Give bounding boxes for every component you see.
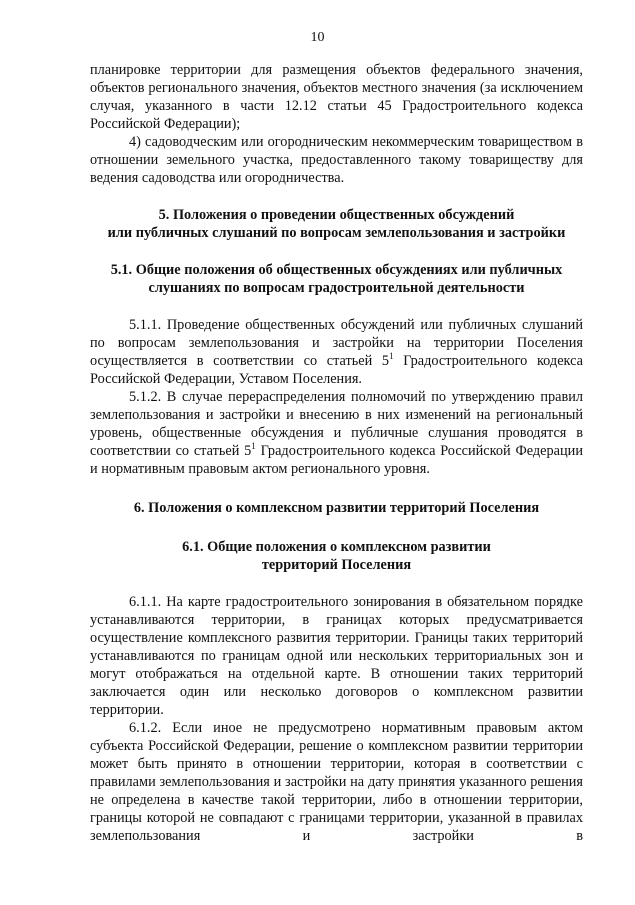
clause-5-1-2-superscript: 1 bbox=[251, 441, 256, 451]
section-5-1-heading bbox=[90, 261, 583, 297]
clause-5-1-2 bbox=[90, 388, 583, 478]
clause-6-1-1: 6.1.1. На карте градостроительного зонирования в обязательном порядке устанавливаются территории, в границах которых предусматривается осуществление комплексного развития территории. Границы таких территорий устанавливаются по границам одной или нескольких территориальных зон и могут отображаться на отдельной карте. В отношении таких территорий заключается один или несколько договоров о комплексном развитии территории. bbox=[90, 594, 583, 718]
section-5-1-heading-line1: 5.1. Общие положения об общественных обсуждениях или публичных bbox=[110, 262, 563, 278]
clause-5-1-2-text-a: 5.1.2. В случае перераспределения полномочий по утверждению правил землепользования и застройки и внесению в них изменений на региональный уровень, общественные обсуждения и публичные слушания проводятся в соответствии со статьей 5 bbox=[90, 389, 583, 459]
clause-5-1-1 bbox=[90, 316, 583, 388]
clause-5-1-2-text-b: Градостроительного кодекса Российской Федерации и нормативным правовым актом регионального уровня. bbox=[90, 443, 583, 477]
section-5-1-heading-line2: слушаниях по вопросам градостроительной деятельности bbox=[148, 280, 525, 296]
clause-5-1-1-text-b: Градостроительного кодекса Российской Федерации, Уставом Поселения. bbox=[90, 353, 583, 387]
section-6-1-heading bbox=[90, 538, 583, 574]
section-5-heading-line2: или публичных слушаний по вопросам землепользования и застройки bbox=[107, 225, 566, 241]
section-6-heading: 6. Положения о комплексном развитии территорий Поселения bbox=[133, 500, 540, 516]
paragraph-continuation: планировке территории для размещения объектов федерального значения, объектов регионального значения, объектов местного значения (за исключением случая, указанного в части 12.12 статьи 45 Градостроительного кодекса Российской Федерации); bbox=[90, 62, 583, 132]
section-6-1-heading-line2: территорий Поселения bbox=[261, 557, 412, 573]
clause-5-1-1-superscript: 1 bbox=[389, 351, 394, 361]
document-body bbox=[90, 61, 583, 845]
page-number: 10 bbox=[310, 30, 325, 45]
section-5-heading bbox=[90, 206, 583, 242]
clause-6-1-2: 6.1.2. Если иное не предусмотрено нормативным правовым актом субъекта Российской Федерации, решение о комплексном развитии территории может быть принято в отношении территории, которая в соответствии с правилами землепользования и застройки на дату принятия указанного решения не определена в качестве такой территории, либо в отношении территории, границы которой не совпадают с границами территории, указанной в правилах землепользования и застройки в bbox=[90, 720, 583, 844]
section-6-1-heading-line1: 6.1. Общие положения о комплексном развитии bbox=[182, 539, 491, 555]
paragraph-item-4: 4) садоводческим или огородническим некоммерческим товариществом в отношении земельного участка, предоставленного такому товариществу для ведения садоводства или огородничества. bbox=[90, 134, 583, 186]
section-5-heading-line1: 5. Положения о проведении общественных обсуждений bbox=[158, 207, 515, 223]
clause-5-1-1-text-a: 5.1.1. Проведение общественных обсуждений или публичных слушаний по вопросам землепользования и застройки на территории Поселения осуществляется в соответствии со статьей 5 bbox=[90, 317, 583, 369]
